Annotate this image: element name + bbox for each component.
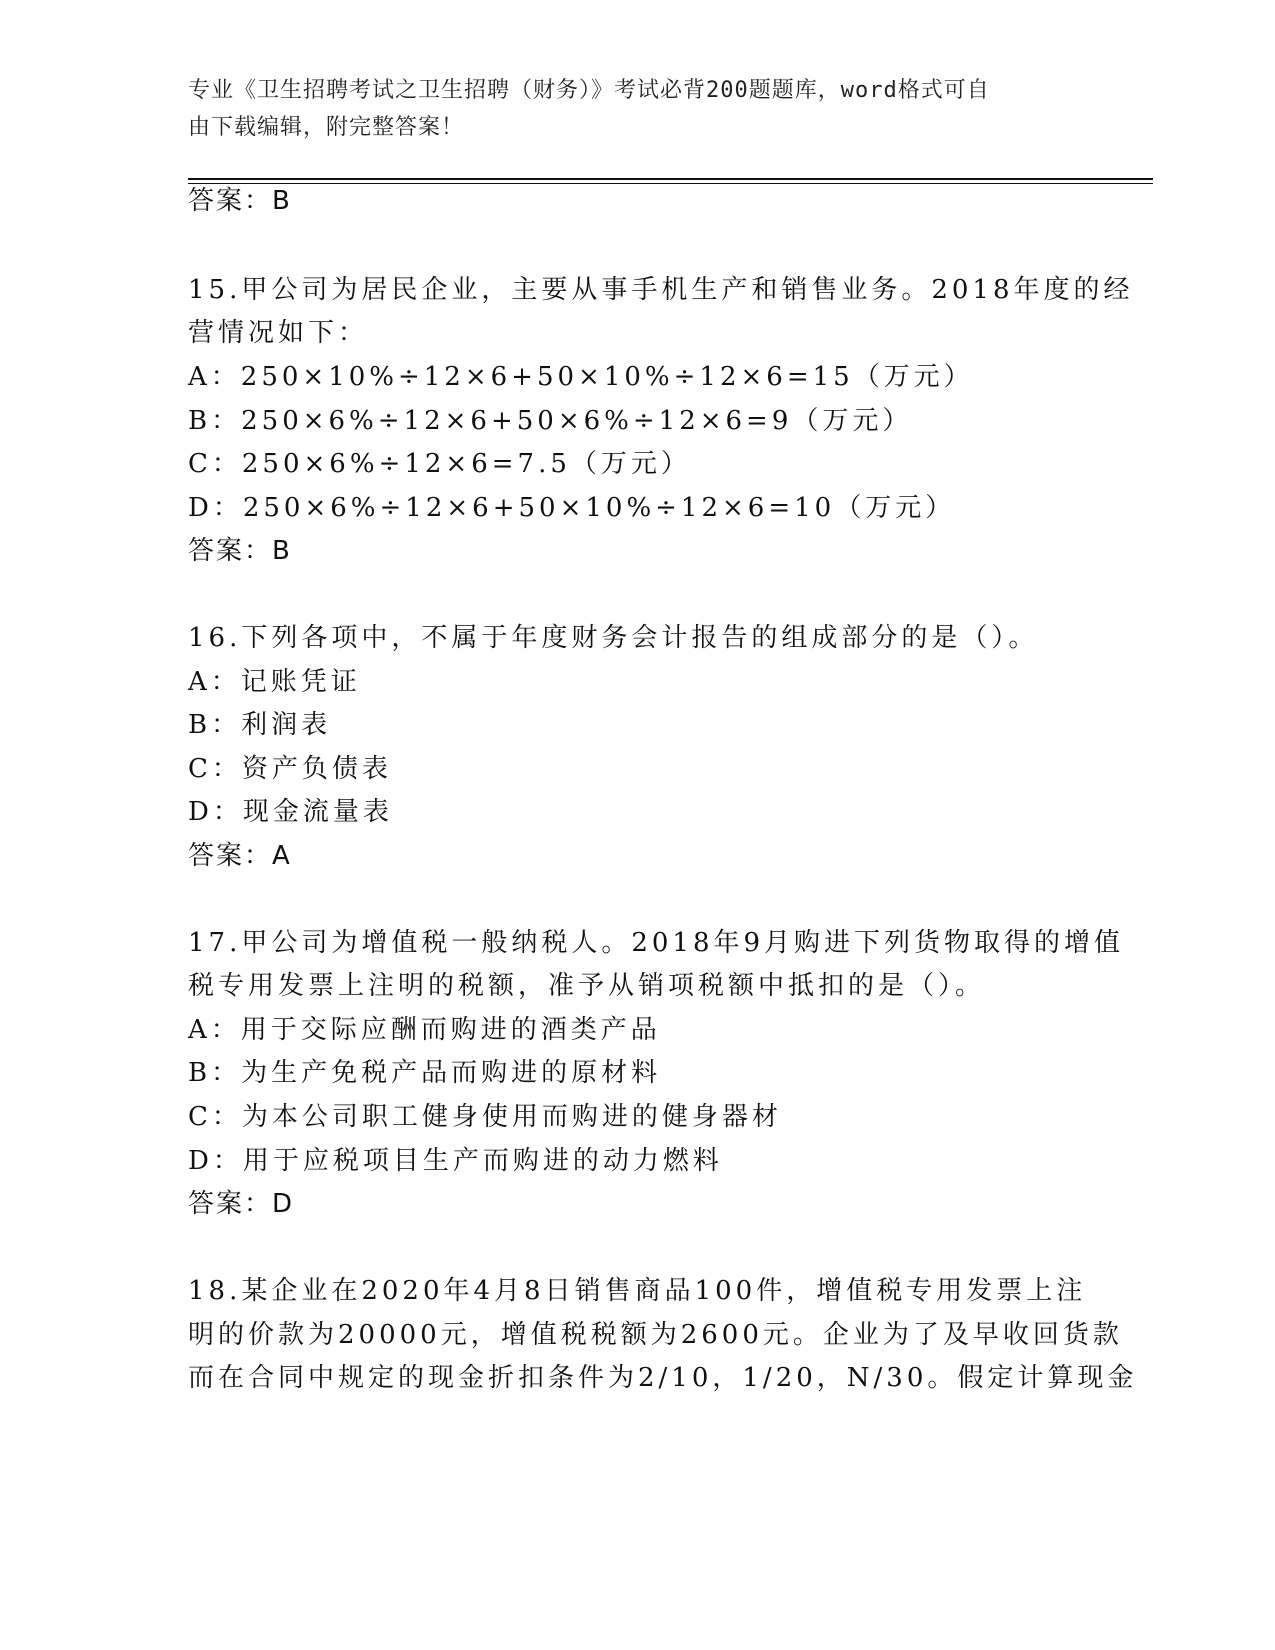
q17-option-b: B：为生产免税产品而购进的原材料 — [188, 1058, 662, 1088]
document-header — [188, 72, 1068, 146]
q15-stem-line-2: 营情况如下： — [188, 318, 369, 348]
q17-answer: 答案：D — [188, 1189, 295, 1219]
answer-prev: 答案：B — [188, 186, 292, 216]
q17-option-c: C：为本公司职工健身使用而购进的健身器材 — [188, 1102, 782, 1132]
q17-option-d: D：用于应税项目生产而购进的动力燃料 — [188, 1146, 723, 1176]
q15-option-d: D：250×6%÷12×6+50×10%÷12×6=10（万元） — [188, 493, 956, 523]
q16-stem-line-1: 16.下列各项中，不属于年度财务会计报告的组成部分的是（）。 — [188, 623, 1039, 653]
q16-option-c: C：资产负债表 — [188, 754, 392, 784]
header-rule-thin — [188, 183, 1153, 184]
q17-stem-line-2: 税专用发票上注明的税额，准予从销项税额中抵扣的是（）。 — [188, 971, 986, 1001]
header-line-2: 由下载编辑，附完整答案！ — [188, 115, 465, 140]
q15-option-c: C：250×6%÷12×6=7.5（万元） — [188, 449, 691, 479]
q16-option-d: D：现金流量表 — [188, 797, 393, 827]
header-line-1: 专业《卫生招聘考试之卫生招聘（财务）》考试必背200题题库，word格式可自 — [188, 78, 990, 103]
q15-stem-line-1: 15.甲公司为居民企业，主要从事手机生产和销售业务。2018年度的经 — [188, 275, 1134, 305]
q17-option-a: A：用于交际应酬而购进的酒类产品 — [188, 1015, 661, 1045]
q16-option-a: A：记账凭证 — [188, 667, 361, 697]
q15-option-a: A：250×10%÷12×6+50×10%÷12×6=15（万元） — [188, 362, 974, 392]
q16-answer: 答案：A — [188, 841, 292, 871]
q15-option-b: B：250×6%÷12×6+50×6%÷12×6=9（万元） — [188, 406, 913, 436]
header-rule-thick — [188, 178, 1153, 180]
q18-stem-line-2: 明的价款为20000元，增值税税额为2600元。企业为了及早收回货款 — [188, 1320, 1123, 1350]
q18-stem-line-3: 而在合同中规定的现金折扣条件为2/10，1/20，N/30。假定计算现金 — [188, 1363, 1138, 1393]
q17-stem-line-1: 17.甲公司为增值税一般纳税人。2018年9月购进下列货物取得的增值 — [188, 928, 1125, 958]
q16-option-b: B：利润表 — [188, 710, 332, 740]
q15-answer: 答案：B — [188, 536, 292, 566]
q18-stem-line-1: 18.某企业在2020年4月8日销售商品100件，增值税专用发票上注 — [188, 1276, 1087, 1306]
